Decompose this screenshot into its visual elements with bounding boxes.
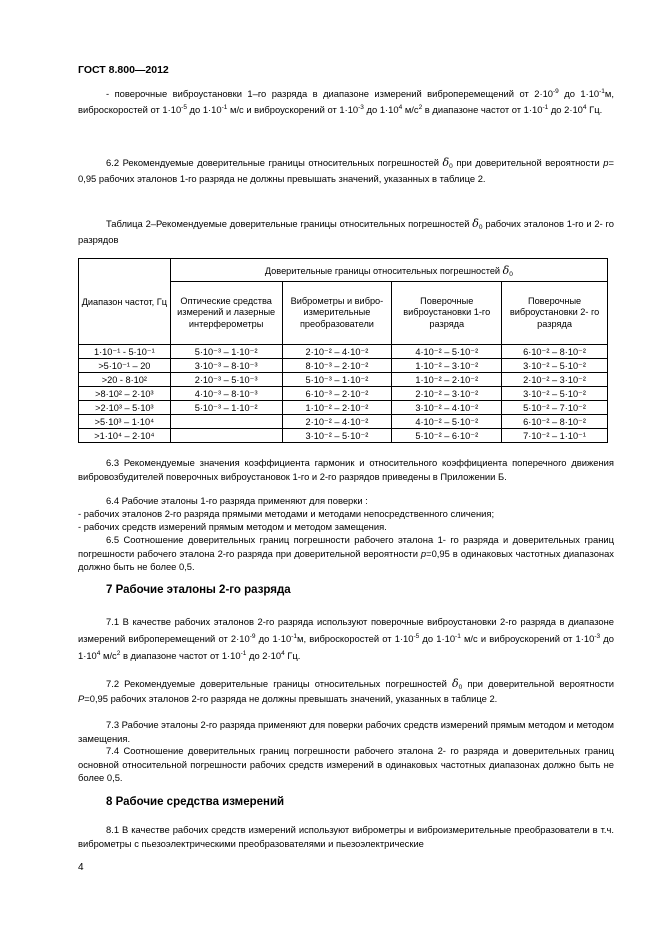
section-6-2: 6.2 Рекомендуемые доверительные границы относительных погрешностей $\delta_0$ при доверительной вероятности р= 0,95 рабочих эталонов 1-го разряда не должны превышать значений, указанных в таблице 2. [78, 156, 614, 184]
table-2 [78, 258, 608, 443]
table-row: >1·10⁴ – 2·10⁴ 3·10⁻² – 5·10⁻² 5·10⁻² – 6·10⁻² 7·10⁻² – 1·10⁻¹ [79, 429, 608, 443]
table-2-caption: Таблица 2–Рекомендуемые доверительные границы относительных погрешностей $\delta_0$ рабочих эталонов 1-го и 2- го разрядов [78, 217, 614, 245]
table-row: >5·10³ – 1·10⁴ 2·10⁻² – 4·10⁻² 4·10⁻² – 5·10⁻² 6·10⁻² – 8·10⁻² [79, 415, 608, 429]
header-vib-2: Поверочные виброустановки 2- го разряда [502, 282, 608, 345]
table-row: >20 - 8·10² 2·10⁻³ – 5·10⁻³ 5·10⁻³ – 1·10⁻² 1·10⁻² – 2·10⁻² 2·10⁻² – 3·10⁻² [79, 373, 608, 387]
section-6-4-item-b: - рабочих средств измерений прямым методом и методом замещения. [78, 521, 387, 532]
intro-list-item: - поверочные виброустановки 1–го разряда в диапазоне измерений виброперемещений от $2\cdot 10^{-9}$ до $1\cdot 10^{-1}м$, виброскоростей от $1\cdot 10^{-5}$ до $1\cdot 10^{-1}$ м/с и виброускорений от $1\cdot 10^{-3}$ до $1\cdot 10^4$ $м/с^2$ в диапазоне частот от $1\cdot 10^{-1}$ до $2\cdot 10^4$ Гц. [78, 88, 614, 115]
delta-symbol: δ [452, 677, 459, 690]
delta-symbol: δ [472, 217, 479, 230]
table-row: 1·10⁻¹ - 5·10⁻¹ 5·10⁻³ – 1·10⁻² 2·10⁻² – 4·10⁻² 4·10⁻² – 5·10⁻² 6·10⁻² – 8·10⁻² [79, 345, 608, 359]
section-8-1: 8.1 В качестве рабочих средств измерений используют виброметры и виброизмерительные преобразователи в т.ч. виброметры с пьезоэлектрическими преобразователями и пьезоэлектрические [78, 824, 614, 849]
header-confidence-group: Доверительные границы относительных погрешностей $\delta_0$ [170, 259, 607, 282]
table-row: >8·10² – 2·10³ 4·10⁻³ – 8·10⁻³ 6·10⁻³ – 2·10⁻² 2·10⁻² – 3·10⁻² 3·10⁻² – 5·10⁻² [79, 387, 608, 401]
header-frequency-range: Диапазон частот, Гц [79, 259, 171, 345]
section-7-3: 7.3 Рабочие эталоны 2-го разряда применяют для поверки рабочих средств измерений прямым методом и методом замещения. [78, 719, 614, 744]
heading-section-8: 8 Рабочие средства измерений [106, 796, 285, 808]
section-6-5: 6.5 Соотношение доверительных границ погрешности рабочего эталона 1- го разряда и доверительных границ погрешности рабочего эталона 2-го разряда при доверительной вероятности р=0,95 в одинаковых частотных диапазонах должно быть не более 0,5. [78, 534, 614, 572]
table-row: >2·10³ – 5·10³ 5·10⁻³ – 1·10⁻² 1·10⁻² – 2·10⁻² 3·10⁻² – 4·10⁻² 5·10⁻² – 7·10⁻² [79, 401, 608, 415]
table-row: >5·10⁻¹ – 20 3·10⁻³ – 8·10⁻³ 8·10⁻³ – 2·10⁻² 1·10⁻² – 3·10⁻² 3·10⁻² – 5·10⁻² [79, 359, 608, 373]
header-vib-1: Поверочные виброустановки 1-го разряда [392, 282, 502, 345]
section-7-4: 7.4 Соотношение доверительных границ погрешности рабочего эталона 2- го разряда и доверительных границ основной относительной погрешности рабочих средств измерений в одинаковых частотных диапазонах должно быть не более 0,5. [78, 745, 614, 783]
header-optical: Оптические средства измерений и лазерные интерферометры [170, 282, 282, 345]
heading-section-7: 7 Рабочие эталоны 2-го разряда [106, 584, 291, 596]
header-vibrometers: Виброметры и вибро-измерительные преобразователи [282, 282, 392, 345]
section-6-3: 6.3 Рекомендуемые значения коэффициента гармоник и относительного коэффициента поперечного движения вибровозбудителей поверочных виброустановок 1-го и 2-го разрядов приведены в Приложении Б. [78, 457, 614, 482]
section-7-1: 7.1 В качестве рабочих эталонов 2-го разряда используют поверочные виброустановки 2-го разряда в диапазоне измерений виброперемещений от $2\cdot 10^{-9}$ до $1\cdot 10^{-1}м$, виброскоростей от $1\cdot 10^{-5}$ до $1\cdot 10^{-1}$ м/с и виброускорений от $1\cdot 10^{-3}$ до $1\cdot 10^4$ $м/с^2$ в диапазоне частот от $1\cdot 10^{-1}$ до $2\cdot 10^4$ Гц. [78, 616, 614, 661]
page-number: 4 [78, 862, 84, 873]
section-6-4-item-a: - рабочих эталонов 2-го разряда прямыми методами и методами непосредственного сличения; [78, 508, 495, 519]
standard-header: ГОСТ 8.800—2012 [78, 64, 169, 76]
section-7-2: 7.2 Рекомендуемые доверительные границы относительных погрешностей $\delta_0$ при доверительной вероятности Р=0,95 рабочих эталонов 2-го разряда не должны превышать значений, указанных в таблице 2. [78, 677, 614, 704]
delta-symbol: δ [442, 156, 450, 169]
section-6-4: 6.4 Рабочие эталоны 1-го разряда применяют для поверки : [106, 495, 368, 506]
